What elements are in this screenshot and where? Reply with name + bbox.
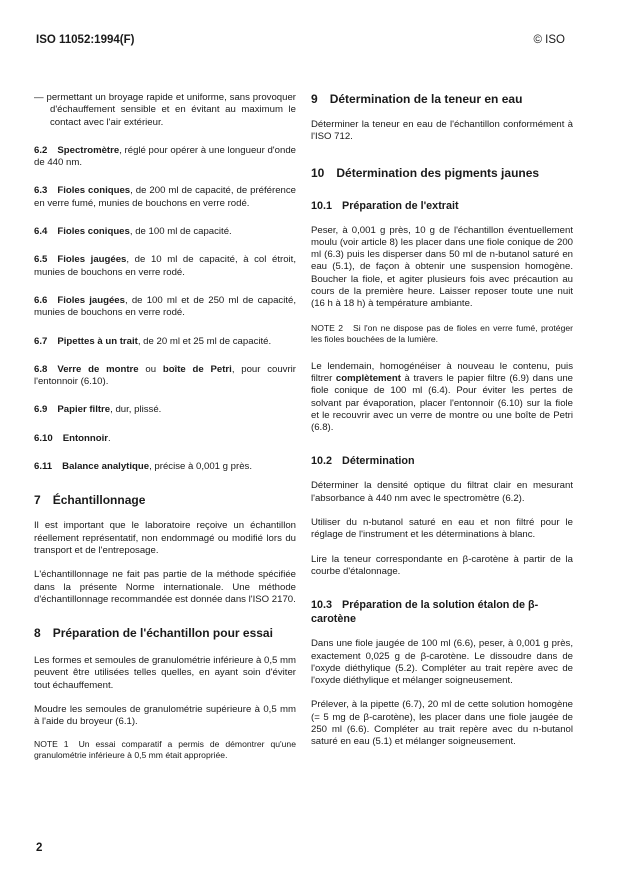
copyright-mark: © ISO [533, 34, 565, 46]
item-number: 6.5 [34, 254, 48, 266]
section-title: Détermination des pigments jaunes [336, 165, 540, 180]
item-number: 6.10 [34, 432, 53, 444]
running-header [36, 34, 565, 50]
subsection-title: Détermination [342, 455, 415, 468]
note-text: Si l'on ne dispose pas de fioles en verre fumé, protéger les fioles bouchées de la lumière. [311, 322, 573, 344]
apparatus-item [34, 433, 296, 445]
item-number: 6.8 [34, 363, 48, 375]
item-term: Pipettes à un trait [57, 335, 138, 347]
item-number: 6.7 [34, 335, 48, 347]
subsection-number: 10.1 [311, 199, 333, 212]
subsection-title: Préparation de la solution étalon de β-carotène [311, 599, 539, 626]
subsection-title: Préparation de l'extrait [342, 199, 459, 212]
item-number: 6.6 [34, 294, 48, 306]
page-number: 2 [36, 842, 43, 854]
item-term: Fioles jaugées [57, 254, 127, 266]
paragraph: Moudre les semoules de granulométrie supérieure à 0,5 mm à l'aide du broyeur (6.1). [34, 704, 296, 728]
item-term: Balance analytique [62, 461, 150, 473]
item-number: 6.9 [34, 404, 48, 416]
item-term: Fioles jaugées [57, 294, 125, 306]
apparatus-item [34, 226, 296, 238]
note-2 [311, 323, 573, 345]
paragraph: L'échantillonnage ne fait pas partie de la méthode spécifiée dans la présente Norme internationale. Une méthode d'échantillonnage recommandée est donnée dans l'ISO 2170. [34, 569, 296, 605]
item-number: 6.4 [34, 226, 48, 238]
apparatus-item: 6.8 Verre de montre ou boîte de Petri, pour couvrir l'entonnoir (6.10). [34, 363, 296, 388]
paragraph: Les formes et semoules de granulométrie inférieure à 0,5 mm peuvent être utilisées telles quelles, en ayant soin d'éviter tout échauffement. [34, 655, 296, 691]
subsection-10-3-heading [311, 598, 573, 626]
paragraph: Lire la teneur correspondante en β-carotène à partir de la courbe d'étalonnage. [311, 553, 573, 577]
section-number: 9 [311, 92, 318, 106]
subsection-number: 10.3 [311, 599, 333, 612]
paragraph: Il est important que le laboratoire reçoive un échantillon réellement représentatif, non endommagé ou modifié lors du transport et de l'entreposage. [34, 520, 296, 556]
apparatus-item [34, 404, 296, 416]
apparatus-item [34, 295, 296, 320]
item-description: . [107, 432, 111, 444]
item-description: , de 100 ml de capacité. [129, 226, 232, 238]
item-number: 6.2 [34, 144, 48, 156]
note-label: NOTE 1 [34, 738, 69, 749]
paragraph: Utiliser du n-butanol saturé en eau et non filtré pour le réglage de l'instrument et les déterminations à blanc. [311, 517, 573, 541]
item-term: Fioles coniques [57, 226, 130, 238]
item-description: , réglé pour opérer à une longueur d'onde de 440 nm. [34, 144, 296, 169]
apparatus-item [34, 185, 296, 210]
paragraph: Peser, à 0,001 g près, 10 g de l'échantillon éventuellement moulu (voir article 8) les placer dans une fiole conique de 200 ml (6.3) puis les disperser dans 50 ml de n-butanol saturé en eau (5.1), de façon à obtenir une suspension homogène. Boucher la fiole, et agiter plusieurs fois avec précaution au cours de la première heure. Laisser reposer toute une nuit (16 h à 18 h) à température ambiante. [311, 224, 573, 310]
left-column [34, 92, 296, 761]
section-7-heading [34, 493, 296, 508]
item-description: , de 200 ml de capacité, de préférence en verre fumé, munies de bouchons en verre rodé. [34, 185, 296, 209]
item-description: , dur, plissé. [110, 404, 162, 416]
emphasis: complètement [335, 372, 401, 384]
dash-list-item: — permettant un broyage rapide et uniforme, sans provoquer d'échauffement sensible et en évitant au maximum le contact avec l'air extérieur. [34, 92, 296, 128]
right-column [311, 92, 573, 749]
apparatus-item [34, 336, 296, 348]
item-description: , de 100 ml et de 250 ml de capacité, munies de bouchons en verre rodé. [34, 294, 296, 319]
apparatus-item [34, 145, 296, 170]
note-text: Un essai comparatif a permis de démontrer qu'une granulométrie inférieure à 0,5 mm était appropriée. [34, 738, 296, 760]
subsection-10-1-heading [311, 199, 573, 213]
paragraph: Dans une fiole jaugée de 100 ml (6.6), peser, à 0,001 g près, exactement 0,025 g de β-carotène. Le dissoudre dans de l'oxyde diéthylique (5.2). Compléter au trait repère avec de l'oxyde diéthylique et mélanger soigneusement. [311, 638, 573, 687]
item-number: 6.11 [34, 461, 53, 473]
item-term: Fioles coniques [57, 185, 131, 197]
item-description: , de 20 ml et 25 ml de capacité. [137, 335, 272, 347]
item-description: , précise à 0,001 g près. [149, 461, 253, 473]
item-description: , de 10 ml de capacité, à col étroit, munies de bouchons en verre rodé. [34, 254, 296, 278]
standard-number: ISO 11052:1994(F) [36, 34, 135, 46]
section-9-heading [311, 92, 573, 107]
note-label: NOTE 2 [311, 322, 344, 333]
item-term: Papier filtre [57, 404, 111, 416]
subsection-10-2-heading [311, 454, 573, 468]
subsection-number: 10.2 [311, 455, 333, 468]
note-1 [34, 739, 296, 761]
section-title: Préparation de l'échantillon pour essai [52, 626, 273, 641]
item-term: boîte de Petri [162, 363, 232, 375]
section-number: 8 [34, 626, 41, 641]
section-title: Échantillonnage [52, 493, 146, 508]
item-number: 6.3 [34, 185, 48, 197]
section-10-heading [311, 166, 573, 181]
item-term: Verre de montre [57, 363, 139, 375]
apparatus-list [34, 145, 296, 473]
item-description: , pour couvrir l'entonnoir (6.10). [34, 363, 296, 388]
apparatus-item [34, 461, 296, 473]
item-term: Entonnoir [62, 432, 108, 444]
item-term: Spectromètre [57, 144, 120, 156]
section-8-heading [34, 626, 296, 641]
paragraph: Déterminer la teneur en eau de l'échantillon conformément à l'ISO 712. [311, 119, 573, 143]
paragraph: Déterminer la densité optique du filtrat clair en mesurant l'absorbance à 440 nm avec le spectromètre (6.2). [311, 480, 573, 504]
paragraph: Le lendemain, homogénéiser à nouveau le contenu, puis filtrer complètement à travers le papier filtre (6.9) dans une fiole conique de 100 ml (6.4). Pour éviter les pertes de solvant par évaporation, placer l'entonnoir (6.10) sur la fiole et le recouvrir avec un verre de montre ou une boîte de Petri (6.8). [311, 360, 574, 434]
apparatus-item [34, 254, 296, 279]
section-title: Détermination de la teneur en eau [329, 92, 523, 106]
section-number: 10 [311, 165, 325, 180]
paragraph: Prélever, à la pipette (6.7), 20 ml de cette solution homogène (= 5 mg de β-carotène), les placer dans une fiole jaugée de 250 ml (6.6). Compléter au trait repère avec du n-butanol saturé en eau (5.1) et mélanger soigneusement. [311, 699, 573, 748]
section-number: 7 [34, 493, 41, 508]
